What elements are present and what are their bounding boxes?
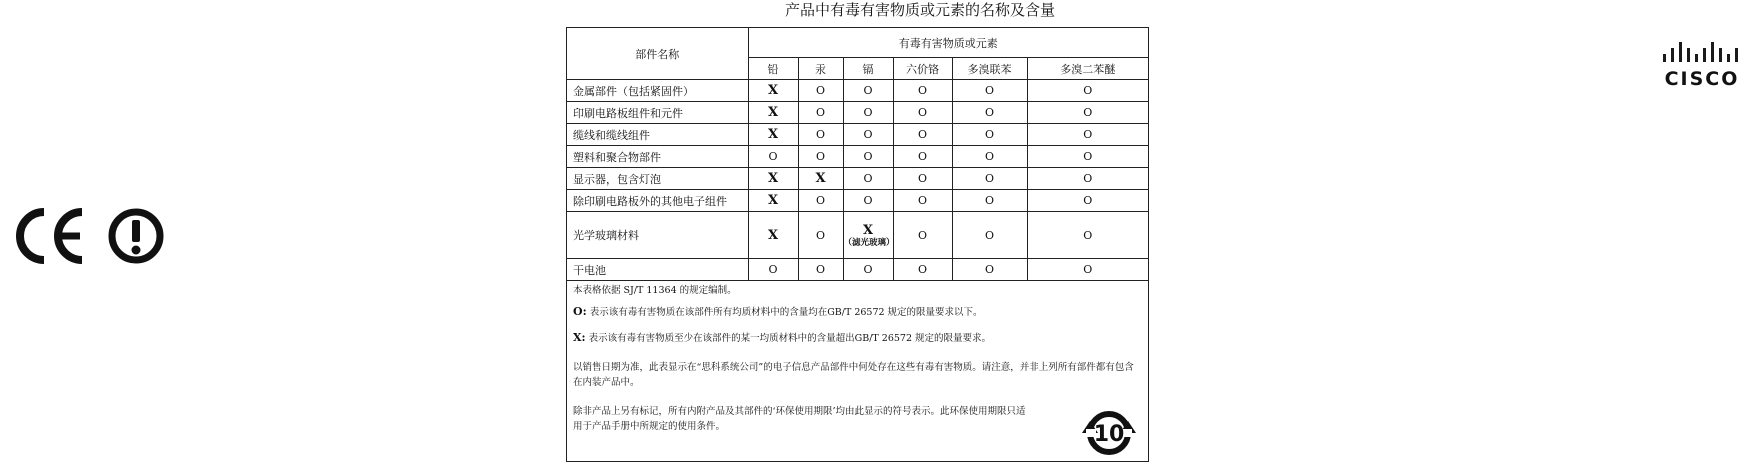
substance-column-header: 铅 (748, 58, 798, 80)
table-row (567, 80, 1148, 102)
table-row (567, 124, 1148, 146)
x-note-text: 表示该有毒有害物质至少在该部件的某一均质材料中的含量超出GB/T 26572 规定的限量要求。 (588, 333, 992, 344)
part-name-cell: 干电池 (567, 259, 748, 281)
substance-value-cell (952, 190, 1027, 212)
substance-value: O (863, 194, 873, 207)
substance-value: O (815, 228, 826, 242)
substance-value: O (815, 194, 826, 207)
notes-section (567, 281, 1148, 434)
substance-value: O (917, 194, 928, 207)
substance-value-cell (1027, 102, 1148, 124)
substance-group-header: 有毒有害物质或元素 (748, 28, 1148, 58)
x-note (573, 330, 1142, 346)
table-row (567, 146, 1148, 168)
table-row (567, 212, 1148, 259)
substance-value-cell (1027, 168, 1148, 190)
substance-value: O (768, 263, 778, 276)
substance-value: O (815, 263, 826, 276)
substance-value: X (767, 193, 779, 208)
substance-column-header: 镉 (843, 58, 893, 80)
substance-value: O (984, 150, 995, 163)
part-name-cell: 印刷电路板组件和元件 (567, 102, 748, 124)
substance-value-cell (798, 146, 843, 168)
part-name-cell: 除印刷电路板外的其他电子组件 (567, 190, 748, 212)
part-name-cell: 塑料和聚合物部件 (567, 146, 748, 168)
filter-glass-note: （滤光玻璃） (843, 237, 895, 248)
substance-value: O (815, 128, 826, 141)
substance-value: O (1083, 263, 1093, 276)
substance-value-cell (798, 102, 843, 124)
sales-date-note: 以销售日期为准，此表显示在“思科系统公司”的电子信息产品部件中何处存在这些有毒有害物质。请注意，并非上列所有部件都有包含在内装产品中。 (573, 362, 1134, 388)
substance-value-cell (1027, 80, 1148, 102)
substance-value-cell (893, 190, 952, 212)
o-note-text: 表示该有毒有害物质在该部件所有均质材料中的含量均在GB/T 26572 规定的限量要求以下。 (589, 307, 983, 318)
substance-value-cell (1027, 190, 1148, 212)
substance-value: O (917, 263, 928, 276)
substance-value-cell (893, 259, 952, 281)
substance-value: O (1083, 106, 1093, 119)
substance-value-cell (893, 80, 952, 102)
substance-value: O (984, 263, 995, 276)
substance-value: O (1083, 228, 1093, 242)
substance-value-cell (843, 102, 893, 124)
substance-value: X (767, 227, 779, 243)
substance-value: O (917, 128, 928, 141)
substance-value: O (1083, 84, 1093, 97)
substance-value-cell (843, 80, 893, 102)
substance-value-cell (748, 146, 798, 168)
table-row (567, 102, 1148, 124)
substance-value: O (984, 84, 995, 97)
substance-value-cell (952, 212, 1027, 259)
substance-value-cell (1027, 212, 1148, 259)
substance-value-cell (952, 259, 1027, 281)
substance-value-cell (843, 124, 893, 146)
epup-note: 除非产品上另有标记，所有内附产品及其部件的‘环保使用期限’均由此显示的符号表示。此环保使用期限只适用于产品手册中所规定的使用条件。 (573, 406, 1026, 432)
o-note (573, 304, 1142, 320)
x-mark: X: (573, 331, 586, 344)
substance-value: O (863, 106, 873, 119)
substance-value-cell (798, 212, 843, 259)
substance-column-header: 多溴二苯醚 (1027, 58, 1148, 80)
substance-value: O (863, 128, 873, 141)
substance-value-cell (748, 80, 798, 102)
substance-value: O (815, 150, 826, 163)
part-name-cell: 金属部件（包括紧固件） (567, 80, 748, 102)
table-row (567, 190, 1148, 212)
substance-value: X (767, 105, 779, 120)
substance-column-header: 多溴联苯 (952, 58, 1027, 80)
standard-note: 本表格依据 SJ/T 11364 的规定编制。 (573, 285, 737, 296)
substance-value-cell (1027, 146, 1148, 168)
substance-value: O (984, 228, 995, 242)
substance-value-cell (843, 259, 893, 281)
substance-value-cell (893, 102, 952, 124)
substance-value: O (984, 128, 995, 141)
epup-number: 10 (1093, 422, 1125, 447)
substance-value-cell (798, 80, 843, 102)
substance-value: O (917, 172, 928, 185)
substance-value: O (863, 84, 873, 97)
substance-value: O (917, 84, 928, 97)
substance-value-cell (952, 80, 1027, 102)
substance-value-cell (748, 259, 798, 281)
substance-value: O (1083, 150, 1093, 163)
substance-value-cell (952, 168, 1027, 190)
substance-value-cell (748, 212, 798, 259)
substance-value-cell (893, 124, 952, 146)
substance-value-cell (843, 146, 893, 168)
substance-value: O (863, 263, 873, 276)
substance-value-cell (798, 259, 843, 281)
substance-value-cell (843, 168, 893, 190)
substance-value-cell (748, 102, 798, 124)
substance-value: O (815, 84, 826, 97)
substance-value-cell (893, 146, 952, 168)
substance-value-cell (1027, 259, 1148, 281)
substance-value-cell (893, 212, 952, 259)
substance-value-cell (952, 102, 1027, 124)
substance-value: O (984, 172, 995, 185)
substance-value: O (1083, 194, 1093, 207)
substance-column-header: 六价铬 (893, 58, 952, 80)
substance-value-cell (798, 168, 843, 190)
substance-value: X (767, 83, 779, 98)
substance-value-cell (843, 190, 893, 212)
substance-value: X (815, 171, 826, 186)
substance-value: O (984, 194, 995, 207)
substance-value-cell (798, 190, 843, 212)
substance-grid (567, 28, 1148, 281)
page-title: 产品中有毒有害物质或元素的名称及含量 (784, 1, 1055, 19)
substance-value: X (767, 171, 779, 186)
substance-value: O (917, 150, 928, 163)
part-name-cell: 显示器，包含灯泡 (567, 168, 748, 190)
substance-value-cell (798, 124, 843, 146)
ce-mark-icon (10, 208, 86, 264)
substance-value: O (768, 150, 778, 163)
substance-value: O (815, 106, 826, 119)
epup-10-year-icon (1080, 407, 1138, 457)
cisco-wordmark: CISCO (1664, 68, 1740, 90)
substance-value: O (917, 228, 928, 242)
cisco-bridge-icon (1660, 40, 1744, 66)
part-name-header: 部件名称 (567, 28, 748, 80)
substance-value-cell (893, 168, 952, 190)
substance-value-cell (748, 190, 798, 212)
part-name-cell: 缆线和缆线组件 (567, 124, 748, 146)
substance-value-cell (748, 124, 798, 146)
substance-value: X (862, 222, 874, 238)
substance-value: O (917, 106, 928, 119)
cisco-logo (1660, 40, 1744, 90)
table-row (567, 168, 1148, 190)
substance-value: X (767, 127, 779, 142)
table-row (567, 259, 1148, 281)
substance-value: O (863, 172, 873, 185)
substance-value-cell (748, 168, 798, 190)
substance-value-cell (843, 212, 893, 259)
substance-column-header: 汞 (798, 58, 843, 80)
hazardous-substance-table (566, 27, 1149, 462)
substance-value: O (863, 150, 873, 163)
part-name-cell: 光学玻璃材料 (567, 212, 748, 259)
o-mark: O: (573, 305, 587, 318)
alert-circle-icon (106, 206, 166, 266)
substance-value-cell (952, 124, 1027, 146)
substance-value: O (984, 106, 995, 119)
substance-value: O (1083, 128, 1093, 141)
substance-value-cell (1027, 124, 1148, 146)
substance-value: O (1083, 172, 1093, 185)
substance-value-cell (952, 146, 1027, 168)
